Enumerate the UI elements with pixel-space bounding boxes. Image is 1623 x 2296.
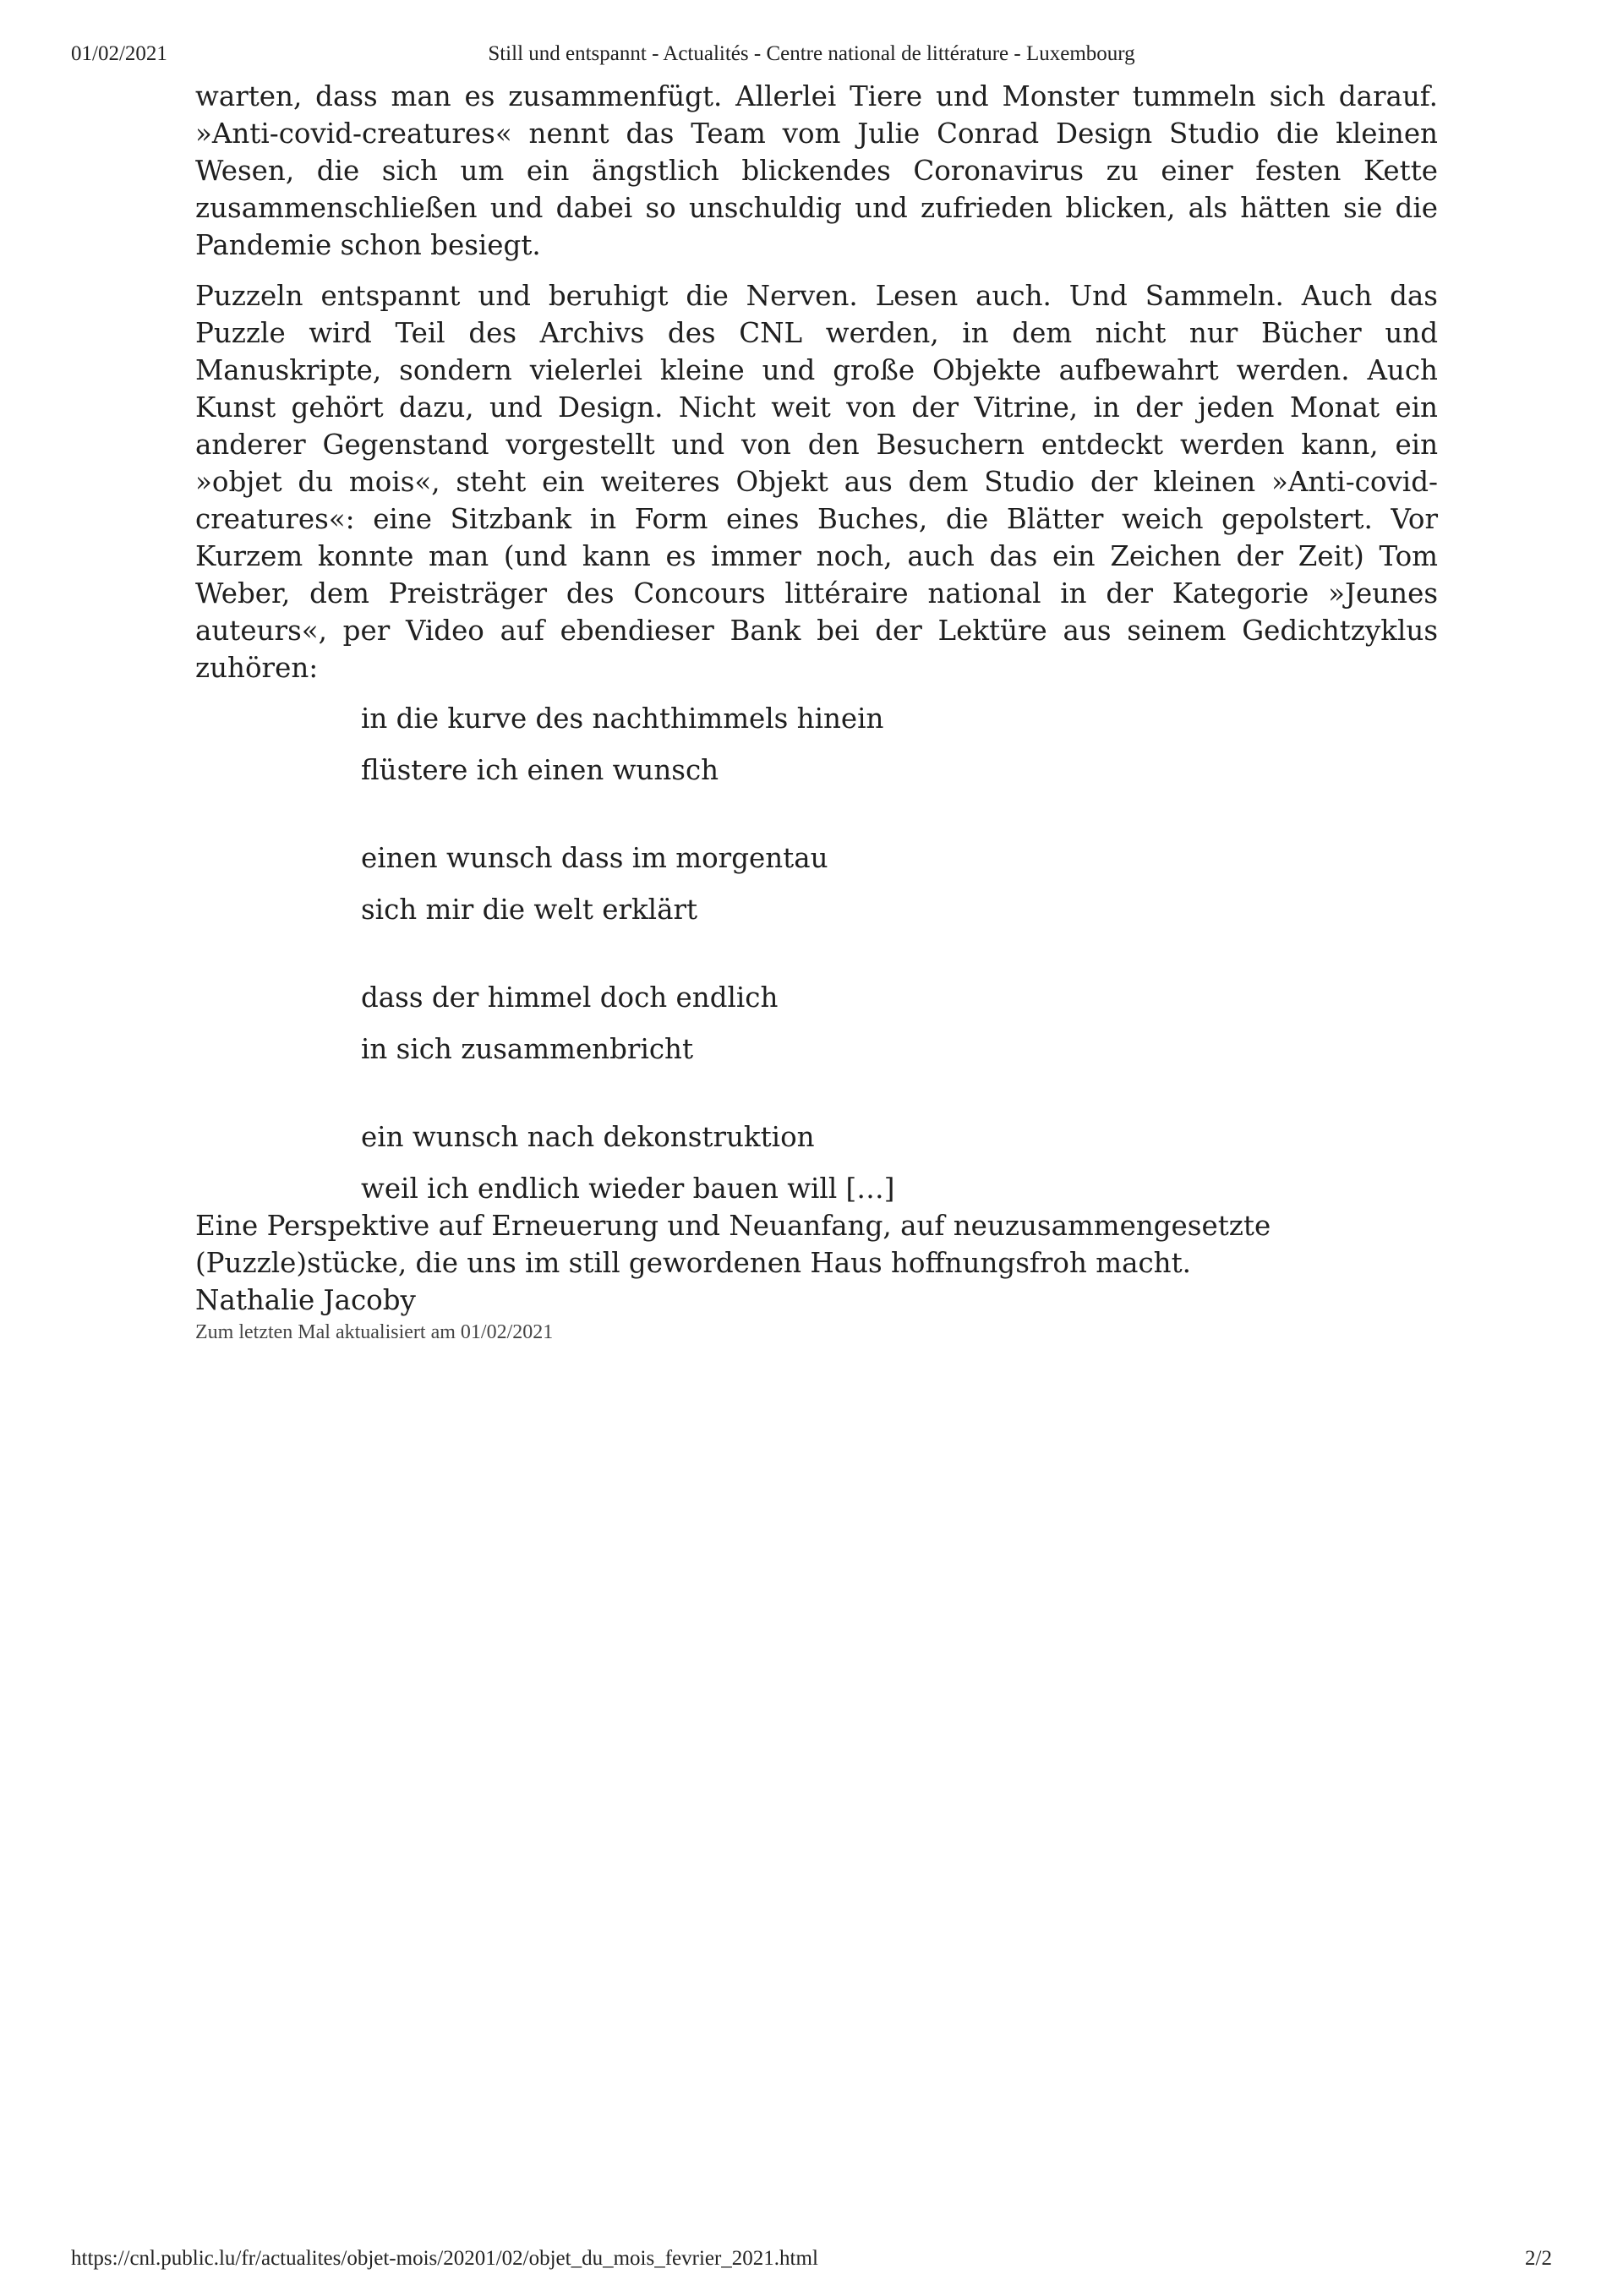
article-paragraph: warten, dass man es zusammenfügt. Allerlei Tiere und Monster tummeln sich darauf. »Anti-covid-creatures« nennt das Team vom Julie Conrad Design Studio die kleinen Wesen, die sich um ein ängstlich blickendes Coronavirus zu einer festen Kette zusammenschließen und dabei so unschuldig und zufrieden blicken, als hätten sie die Pandemie schon besiegt. [195,80,1438,261]
print-header [71,42,1552,73]
print-footer [71,2247,1552,2277]
poem-stanza [361,700,1438,789]
article-paragraph: Puzzeln entspannt und beruhigt die Nerven. Lesen auch. Und Sammeln. Auch das Puzzle wird Teil des Archivs des CNL werden, in dem nicht nur Bücher und Manuskripte, sondern vielerlei kleine und große Objekte aufbewahrt werden. Auch Kunst gehört dazu, und Design. Nicht weit von der Vitrine, in der jeden Monat ein anderer Gegenstand vorgestellt und von den Besuchern entdeckt werden kann, ein »objet du mois«, steht ein weiteres Objekt aus dem Studio der kleinen »Anti-covid-creatures«: eine Sitzbank in Form eines Buches, die Blätter weich gepolstert. Vor Kurzem konnte man (und kann es immer noch, auch das ein Zeichen der Zeit) Tom Weber, dem Preisträger des Concours littéraire national in der Kategorie »Jeunes auteurs«, per Video auf ebendieser Bank bei der Lektüre aus seinem Gedichtzyklus zuhören: [195,280,1438,684]
poem-line: weil ich endlich wieder bauen will […] [361,1173,895,1205]
last-updated: Zum letzten Mal aktualisiert am 01/02/2021 [195,1321,554,1343]
poem [195,700,1438,1207]
article-body [195,78,1438,1346]
poem-line: einen wunsch dass im morgentau [361,842,828,874]
closing-paragraph: Eine Perspektive auf Erneuerung und Neuanfang, auf neuzusammengesetzte (Puzzle)stücke, die uns im still gewordenen Haus hoffnungsfroh macht. [195,1210,1271,1279]
author-name: Nathalie Jacoby [195,1284,416,1316]
page-number: 2/2 [1525,2247,1552,2270]
poem-line: dass der himmel doch endlich [361,981,779,1014]
page-url[interactable]: https://cnl.public.lu/fr/actualites/objet-mois/20201/02/objet_du_mois_fevrier_2021.html [71,2247,818,2270]
poem-stanza [361,979,1438,1068]
poem-line: flüstere ich einen wunsch [361,754,719,786]
poem-line: ein wunsch nach dekonstruktion [361,1121,815,1153]
page-title: Still und entspannt - Actualités - Centre national de littérature - Luxembourg [488,42,1135,65]
print-date: 01/02/2021 [71,42,167,65]
poem-line: in die kurve des nachthimmels hinein [361,702,884,735]
poem-line: sich mir die welt erklärt [361,894,698,926]
poem-stanza [361,839,1438,928]
poem-stanza [361,1118,1438,1207]
poem-line: in sich zusammenbricht [361,1033,694,1065]
